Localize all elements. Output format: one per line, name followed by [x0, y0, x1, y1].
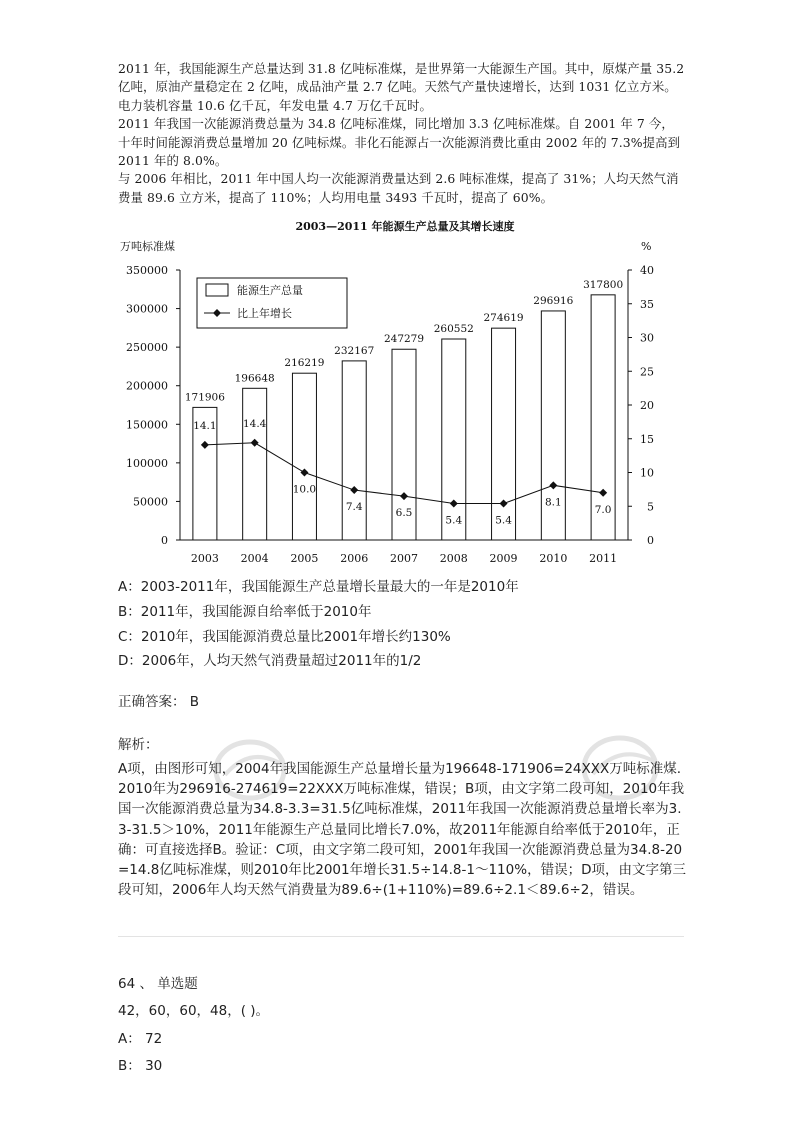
- growth-value-label: 14.4: [242, 417, 267, 430]
- chart-title: 2003—2011 年能源生产总量及其增长速度: [295, 220, 515, 233]
- growth-value-label: 7.4: [345, 501, 363, 514]
- bar: [492, 328, 516, 540]
- right-tick-label: 20: [640, 399, 654, 412]
- legend-bar-label: 能源生产总量: [237, 284, 303, 297]
- growth-value-label: 5.4: [445, 514, 463, 527]
- right-tick-label: 15: [640, 432, 654, 446]
- left-tick-label: 200000: [126, 379, 168, 393]
- growth-value-label: 8.1: [544, 496, 562, 509]
- left-tick-label: 300000: [126, 302, 168, 316]
- growth-value-label: 6.5: [395, 507, 413, 520]
- passage-paragraph-3: 与 2006 年相比，2011 年中国人均一次能源消费量达到 2.6 吨标准煤，提高了 31%；人均天然气消费量 89.6 立方米，提高了 110%；人均用电量 3493 千瓦时，提高了 60%。: [118, 171, 679, 205]
- right-tick-label: 10: [640, 466, 654, 480]
- question-header: 64 、 单选题: [118, 976, 198, 992]
- analysis-label: 解析：: [118, 737, 159, 753]
- correct-answer-value: B: [189, 694, 200, 710]
- bar-value-label: 171906: [184, 391, 225, 404]
- bar-value-label: 232167: [334, 344, 375, 357]
- bar: [243, 388, 267, 540]
- question-option-a[interactable]: A： 72: [118, 1030, 163, 1047]
- divider: [118, 936, 684, 937]
- x-tick-label: 2006: [340, 552, 369, 565]
- right-tick-label: 30: [640, 331, 654, 345]
- bar-value-label: 216219: [284, 357, 325, 370]
- x-tick-label: 2005: [290, 552, 319, 565]
- option-b[interactable]: B：2011年，我国能源自给率低于2010年: [118, 603, 372, 620]
- legend-line-label: 比上年增长: [237, 307, 292, 320]
- right-tick-label: 40: [640, 264, 654, 277]
- bar-value-label: 296916: [533, 294, 574, 307]
- right-axis-unit: %: [641, 240, 652, 253]
- x-tick-label: 2003: [190, 552, 219, 565]
- answer-options: [118, 575, 519, 674]
- energy-production-chart: [100, 212, 680, 572]
- left-tick-label: 350000: [126, 264, 168, 277]
- question-stem: 42，60，60，48，( )。: [118, 1003, 270, 1020]
- option-d[interactable]: D：2006年，人均天然气消费量超过2011年的1/2: [118, 653, 422, 670]
- x-tick-label: 2008: [439, 552, 468, 565]
- bar-value-label: 196648: [234, 372, 275, 385]
- bar-value-label: 260552: [433, 323, 474, 336]
- left-tick-label: 0: [161, 534, 168, 547]
- growth-value-label: 10.0: [292, 483, 317, 496]
- next-question: [118, 971, 269, 1081]
- scanned-passage: [118, 60, 686, 207]
- left-tick-label: 100000: [126, 456, 168, 470]
- right-tick-label: 5: [647, 500, 654, 514]
- bar: [292, 373, 316, 540]
- left-tick-label: 150000: [126, 418, 168, 432]
- bar-value-label: 317800: [583, 278, 624, 291]
- growth-value-label: 14.1: [193, 419, 217, 432]
- x-tick-label: 2009: [489, 552, 518, 565]
- bar: [342, 361, 366, 540]
- x-tick-label: 2010: [539, 552, 568, 565]
- right-tick-label: 35: [640, 297, 654, 311]
- legend-bar-swatch: [206, 284, 228, 296]
- question-option-b[interactable]: B： 30: [118, 1058, 163, 1075]
- left-axis-unit: 万吨标准煤: [120, 240, 175, 253]
- bar: [442, 339, 466, 540]
- x-tick-label: 2007: [390, 552, 418, 565]
- left-tick-label: 50000: [133, 495, 168, 509]
- left-tick-label: 250000: [126, 341, 168, 355]
- bar-value-label: 247279: [383, 333, 425, 346]
- option-c[interactable]: C：2010年，我国能源消费总量比2001年增长约130%: [118, 628, 451, 645]
- analysis-text: A项，由图形可知，2004年我国能源生产总量增长量为196648-171906=24XXX万吨标准煤.2010年为296916-274619=22XXX万吨标准煤，错误；B项，由文字第二段可知，2010年我国一次能源消费总量为34.8-3.3=31.5亿吨标准煤，2011年我国一次能源消费总量增长率为3.3-31.5＞10%，2011年能源生产总量同比增长7.0%，故2011年能源自给率低于2010年，正确：可直接选择B。验证：C项，由文字第二段可知，2001年我国一次能源消费总量为34.8-20=14.8亿吨标准煤，则2010年比2001年增长31.5÷14.8-1～110%，错误；D项，由文字第三段可知，2006年人均天然气消费量为89.6÷(1+110%)=89.6÷2.1＜89.6÷2，错误。: [118, 761, 686, 899]
- passage-paragraph-2: 2011 年我国一次能源消费总量为 34.8 亿吨标准煤，同比增加 3.3 亿吨标准煤。自 2001 年 7 今，十年时间能源消费总量增加 20 亿吨标煤。非化石能源占一次能源消费比重由 2002 年的 7.3%提高到 2011 年的 8.0%。: [118, 116, 681, 169]
- right-tick-label: 0: [647, 534, 654, 547]
- passage-paragraph-1: 2011 年，我国能源生产总量达到 31.8 亿吨标准煤，是世界第一大能源生产国。其中，原煤产量 35.2 亿吨，原油产量稳定在 2 亿吨，成品油产量 2.7 亿吨。天然气产量快速增长，达到 1031 亿立方米。电力装机容量 10.6 亿千瓦，年发电量 4.7 万亿千瓦时。: [118, 61, 685, 113]
- right-tick-label: 25: [640, 365, 654, 379]
- growth-value-label: 5.4: [495, 514, 512, 527]
- correct-answer: 正确答案： B: [118, 694, 200, 710]
- x-tick-label: 2004: [240, 552, 269, 565]
- growth-value-label: 7.0: [594, 503, 612, 516]
- bar-value-label: 274619: [483, 312, 524, 325]
- option-a[interactable]: A：2003-2011年，我国能源生产总量增长量最大的一年是2010年: [118, 579, 519, 595]
- x-tick-label: 2011: [589, 552, 618, 565]
